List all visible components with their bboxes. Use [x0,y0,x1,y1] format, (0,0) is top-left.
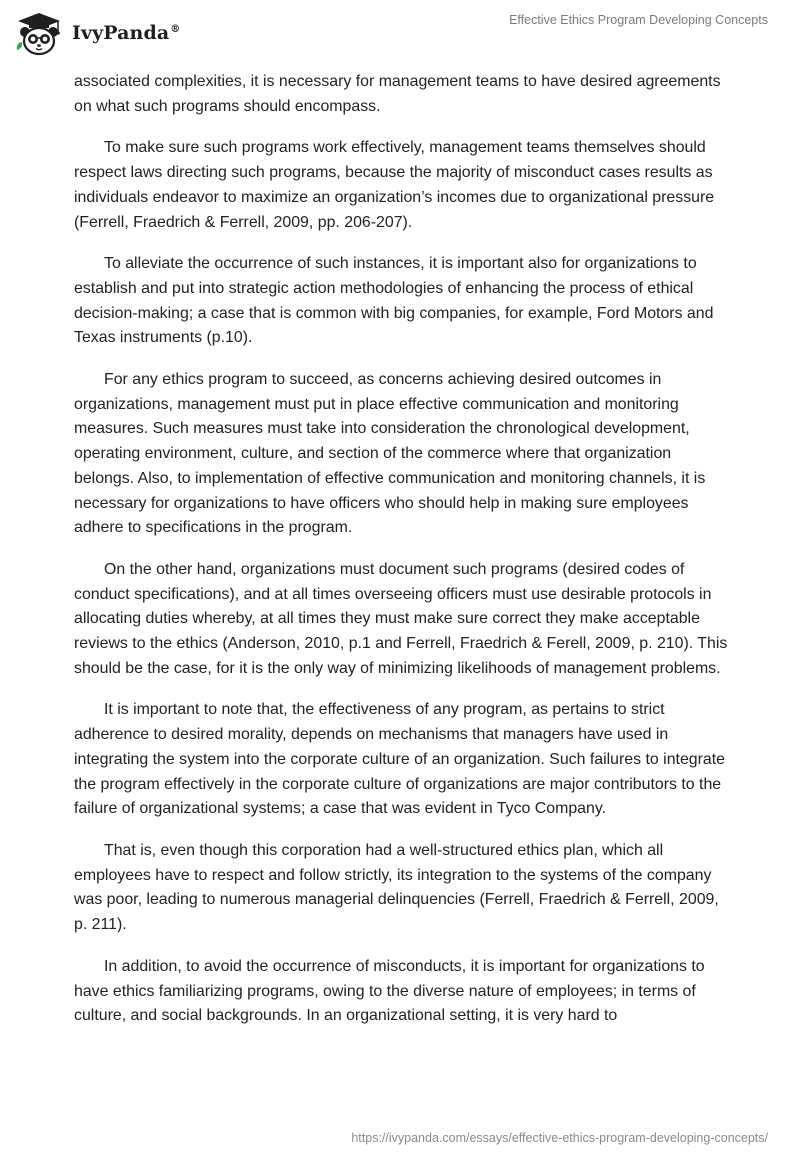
paragraph: It is important to note that, the effectiveness of any program, as pertains to strict adherence to desired morality, depends on mechanisms that managers have used in integrating the system into the corporate culture of an organization. Such failures to integrate the program effectively in the corporate culture of organizations are major contributors to the failure of organizational systems; a case that was evident in Tyco Company. [74,701,726,818]
paragraph: For any ethics program to succeed, as concerns achieving desired outcomes in organizations, management must put in place effective communication and monitoring measures. Such measures must take into consideration the chronological development, operating environment, culture, and section of the commerce where that organization belongs. Also, to implementation of effective communication and monitoring channels, it is necessary for organizations to have officers who should help in making sure employees adhere to specifications in the program. [74,371,706,537]
page-header [0,0,800,70]
essay-body [74,70,734,1046]
paragraph: That is, even though this corporation had a well-structured ethics plan, which all employees have to respect and follow strictly, its integration to the systems of the company was poor, leading to numerous managerial delinquencies (Ferrell, Fraedrich & Ferrell, 2009, p. 211). [74,841,719,934]
brand-name: IvyPanda® [72,22,181,44]
paragraph: associated complexities, it is necessary for management teams to have desired agreements on what such programs should encompass. [74,73,721,115]
paragraph: In addition, to avoid the occurrence of misconducts, it is important for organizations to have ethics familiarizing programs, owing to the diverse nature of employees; in terms of culture, and social backgrounds. In an organizational setting, it is very hard to [74,957,705,1025]
paragraph: To alleviate the occurrence of such instances, it is important also for organizations to establish and put into strategic action methodologies of enhancing the process of ethical decision-making; a case that is common with big companies, for example, Ford Motors and Texas instruments (p.10). [74,255,714,347]
paragraph: To make sure such programs work effectively, management teams themselves should respect laws directing such programs, because the majority of misconduct cases results as individuals endeavor to maximize an organization’s incomes due to organizational pressure (Ferrell, Fraedrich & Ferrell, 2009, pp. 206-207). [74,139,715,231]
paragraph: On the other hand, organizations must document such programs (desired codes of conduct specifications), and at all times overseeing officers must use desirable protocols in allocating duties whereby, at all times they must make sure correct they make acceptable reviews to the ethics (Anderson, 2010, p.1 and Ferrell, Fraedrich & Ferell, 2009, p. 210). This should be the case, for it is the only way of minimizing likelihoods of management problems. [74,560,728,677]
source-url-link[interactable]: https://ivypanda.com/essays/effective-ethics-program-developing-concepts/ [351,1131,768,1145]
document-title: Effective Ethics Program Developing Concepts [509,13,768,27]
ivypanda-logo[interactable] [14,10,180,56]
panda-graduate-icon [14,10,64,56]
